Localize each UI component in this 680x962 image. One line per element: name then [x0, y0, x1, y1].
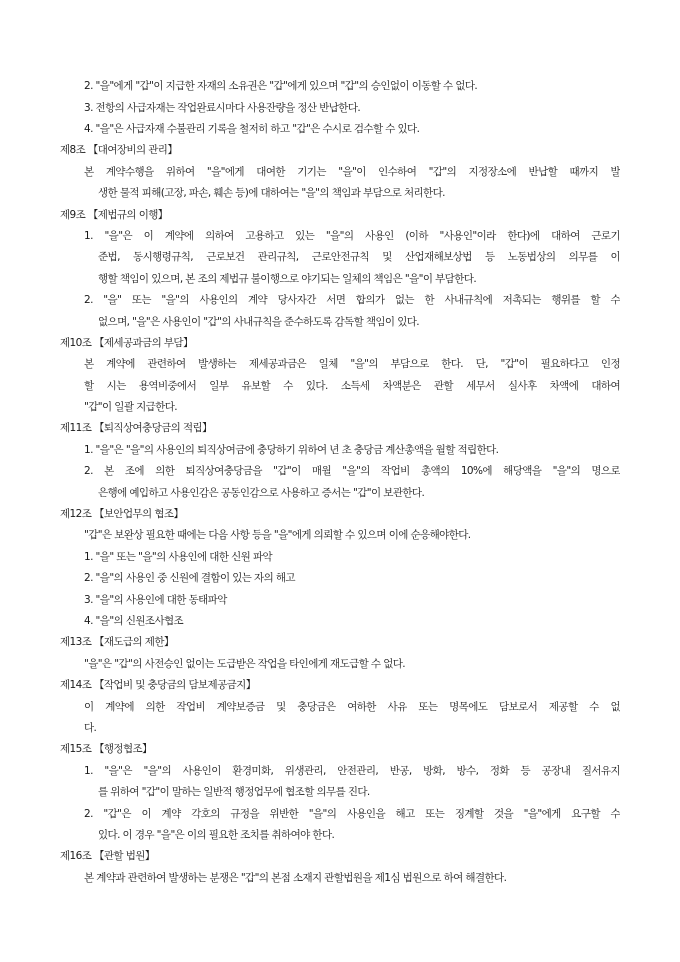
art12-item-2: 2. "을"의 사용인 중 신원에 결함이 있는 자의 해고 [84, 572, 295, 584]
art13-heading: 제13조 【재도급의 제한】 [60, 636, 174, 648]
art15-item-2-line-1: 2. "갑"은 이 계약 각호의 규정을 위반한 "을"의 사용인을 해고 또는 징계할 것을 "을"에게 요구할 수 [84, 808, 620, 820]
art15-item-1-line-1: 1. "을"은 "을"의 사용인이 환경미화, 위생관리, 안전관리, 반공, 방화, 방수, 정화 등 공장내 질서유지 [84, 765, 620, 777]
art9-item-1-line-3: 행할 책임이 있으며, 본 조의 제법규 불이행으로 야기되는 일체의 책임은 "을"이 부담한다. [98, 273, 477, 285]
art9-item-1-line-1: 1. "을"은 이 계약에 의하여 고용하고 있는 "을"의 사용인 (이하 "사용인"이라 한다)에 대하여 근로기 [84, 230, 620, 242]
art12-intro: "갑"은 보완상 필요한 때에는 다음 사항 등을 "을"에게 의뢰할 수 있으며 이에 순응해야한다. [84, 529, 471, 541]
art16-heading: 제16조 【관할 법원】 [60, 850, 155, 862]
art11-item-2-line-1: 2. 본 조에 의한 퇴직상여충당금을 "갑"이 매월 "을"의 작업비 총액의 10%에 해당액을 "을"의 명으로 [84, 465, 620, 477]
art12-item-3: 3. "을"의 사용인에 대한 동태파악 [84, 594, 227, 606]
art10-body-line-1: 본 계약에 관련하여 발생하는 제세공과금은 일체 "을"의 부담으로 한다. 단, "갑"이 필요하다고 인정 [84, 358, 620, 370]
art12-heading: 제12조 【보안업무의 협조】 [60, 508, 184, 520]
art14-body-line-1: 이 계약에 의한 작업비 계약보증금 및 충당금은 여하한 사유 또는 명목에도 담보로서 제공할 수 없 [84, 701, 620, 713]
art11-heading: 제11조 【퇴직상여충당금의 적립】 [60, 422, 212, 434]
art11-item-2-line-2: 은행에 예입하고 사용인감은 공동인감으로 사용하고 증서는 "갑"이 보관한다. [98, 487, 425, 499]
art11-item-1: 1. "을"은 "을"의 사용인의 퇴직상여금에 충당하기 위하여 년 초 충당금 계산총액을 월할 적립한다. [84, 444, 499, 456]
art8-body-line-1: 본 계약수행을 위하여 "을"에게 대여한 기기는 "을"이 인수하여 "갑"의 지정장소에 반납할 때까지 발 [84, 166, 620, 178]
art10-body-line-2: 할 시는 용역비중에서 일부 유보할 수 있다. 소득세 차액분은 관할 세무서 실사후 차액에 대하여 [84, 380, 620, 392]
art14-heading: 제14조 【작업비 및 충당금의 담보제공금지】 [60, 679, 256, 691]
art7-item-3: 3. 전항의 사급자재는 작업완료시마다 사용잔량을 정산 반납한다. [84, 102, 361, 114]
art7-item-4: 4. "을"은 사급자재 수불관리 기록을 철저히 하고 "갑"은 수시로 검수할 수 있다. [84, 123, 420, 135]
art9-item-2-line-1: 2. "을" 또는 "을"의 사용인의 계약 당사자간 서면 합의가 없는 한 사내규칙에 저촉되는 행위를 할 수 [84, 294, 620, 306]
art7-item-2: 2. "을"에게 "갑"이 지급한 자재의 소유권은 "갑"에게 있으며 "갑"의 승인없이 이동할 수 없다. [84, 80, 478, 92]
art10-heading: 제10조 【제세공과금의 부담】 [60, 337, 193, 349]
art12-item-4: 4. "을"의 신원조사협조 [84, 615, 184, 627]
art15-item-1-line-2: 를 위하여 "갑"이 말하는 일반적 행정업무에 협조할 의무를 진다. [98, 786, 370, 798]
art12-item-1: 1. "을" 또는 "을"의 사용인에 대한 신원 파악 [84, 551, 273, 563]
art16-body: 본 계약과 관련하여 발생하는 분쟁은 "갑"의 본점 소재지 관할법원을 제1심 법원으로 하여 해결한다. [84, 872, 507, 884]
art9-item-2-line-2: 없으며, "을"은 사용인이 "갑"의 사내규칙을 준수하도록 감독할 책임이 있다. [98, 316, 420, 328]
art15-item-2-line-2: 있다. 이 경우 "을"은 이의 필요한 조치를 취하여야 한다. [98, 829, 335, 841]
art14-body-line-2: 다. [84, 722, 97, 734]
art8-body-line-2: 생한 물적 피해(고장, 파손, 훼손 등)에 대하여는 "을"의 책임과 부담으로 처리한다. [98, 187, 445, 199]
art15-heading: 제15조 【행정협조】 [60, 743, 152, 755]
art13-body: "을"은 "갑"의 사전승인 없이는 도급받은 작업을 타인에게 재도급할 수 없다. [84, 658, 406, 670]
art9-heading: 제9조 【제법규의 이행】 [60, 209, 168, 221]
art10-body-line-3: "갑"이 일괄 지급한다. [84, 401, 178, 413]
art8-heading: 제8조 【대여장비의 관리】 [60, 144, 178, 156]
art9-item-1-line-2: 준법, 동시행령규칙, 근로보건 관리규칙, 근로안전규칙 및 산업재해보상법 등 노동법상의 의무를 이 [98, 251, 620, 263]
